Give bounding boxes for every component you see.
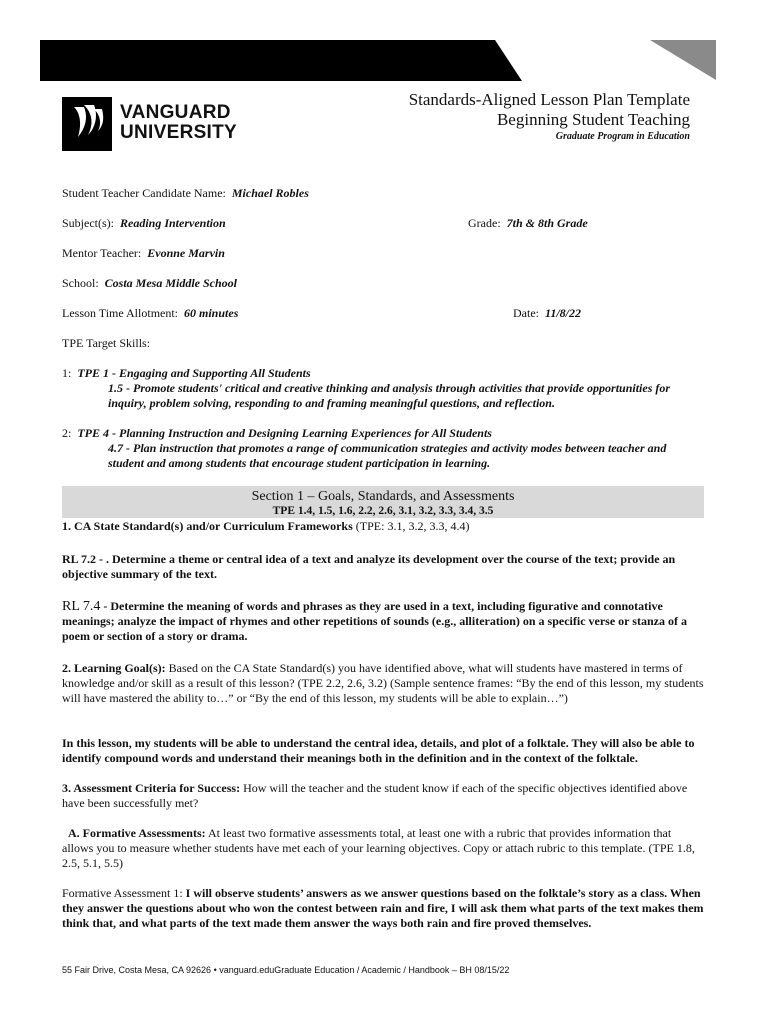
- tpe-2-title: TPE 4 - Planning Instruction and Designing Learning Experiences for All Students: [77, 426, 492, 440]
- tpe-target-label: TPE Target Skills:: [62, 336, 151, 350]
- rl-7-4-text: - Determine the meaning of words and phrases as they are used in a text, including figurative and connotative meanings; analyze the impact of rhymes and other repetitions of sounds (e.g., alliteration) on a specific verse or stanza of a poem or section of a story or drama.: [62, 599, 687, 643]
- formative-assessment-1-text: I will observe students’ answers as we answer questions based on the folktale’s story as a class. When they answer the questions about who won the contest between rain and fire, I will ask them what parts of the text makes them think that, and what parts of the text made them answer the ways both rain and fire proved themselves.: [62, 886, 704, 930]
- school-field: [62, 276, 237, 291]
- section-1-title: Section 1 – Goals, Standards, and Assessments: [251, 489, 515, 504]
- subject-field: [62, 216, 226, 231]
- document-header: [409, 90, 690, 144]
- candidate-value: Michael Robles: [231, 186, 309, 200]
- formative-assessment-1: [62, 886, 704, 931]
- standards-question-tpe: (TPE: 3.1, 3.2, 3.3, 4.4): [352, 519, 470, 533]
- date-field: [513, 306, 581, 321]
- rl-7-4-code: RL 7.4: [62, 599, 101, 614]
- school-value: Costa Mesa Middle School: [104, 276, 238, 290]
- tpe-2-description: 4.7 - Plan instruction that promotes a range of communication strategies and activity modes between teacher and student and among students that encourage student participation in learning.: [108, 441, 667, 470]
- learning-goals-label: 2. Learning Goal(s):: [62, 661, 166, 675]
- time-label: Lesson Time Allotment:: [62, 306, 179, 320]
- document-subtitle: Beginning Student Teaching: [496, 110, 690, 129]
- mentor-field: [62, 246, 225, 261]
- mentor-value: Evonne Marvin: [147, 246, 225, 260]
- grade-field: [468, 216, 588, 231]
- formative-assessments-prompt: At least two formative assessments total, at least one with a rubric that provides information that allows you to measure whether students have met each of your learning objectives. Copy or attach rubric to this template. (TPE 1.8, 2.5, 5.1, 5.5): [62, 826, 695, 870]
- standard-rl-7-4: [62, 599, 704, 644]
- mentor-label: Mentor Teacher:: [62, 246, 142, 260]
- standard-rl-7-2: RL 7.2 - . Determine a theme or central idea of a text and analyze its development over the course of the text; provide an objective summary of the text.: [62, 552, 676, 581]
- tpe-1-title: TPE 1 - Engaging and Supporting All Students: [77, 366, 311, 380]
- school-label: School:: [62, 276, 99, 290]
- learning-goals-question: [62, 661, 704, 706]
- subject-value: Reading Intervention: [120, 216, 226, 230]
- section-1-header: [62, 486, 704, 518]
- time-value: 60 minutes: [184, 306, 239, 320]
- date-label: Date:: [513, 306, 539, 320]
- assessment-criteria-question: [62, 781, 704, 811]
- assessment-criteria-label: 3. Assessment Criteria for Success:: [62, 781, 241, 795]
- program-name: Graduate Program in Education: [555, 131, 690, 142]
- learning-goal-answer: In this lesson, my students will be able to understand the central idea, details, and plot of a folktale. They will also be able to identify compound words and understand their meanings both in the definition and in the context of the folktale.: [62, 736, 695, 765]
- tpe-1-description: 1.5 - Promote students' critical and creative thinking and analysis through activities that provide opportunities for inquiry, problem solving, responding to and framing meaningful questions, and reflection.: [108, 381, 671, 410]
- time-allotment-field: [62, 306, 238, 321]
- university-logo: [62, 97, 240, 151]
- tpe-1-number: 1:: [62, 366, 72, 380]
- candidate-name-field: [62, 186, 309, 201]
- header-black-bar: [40, 40, 522, 81]
- subject-label: Subject(s):: [62, 216, 114, 230]
- tpe-2-number: 2:: [62, 426, 72, 440]
- formative-assessment-1-label: Formative Assessment 1:: [62, 886, 183, 900]
- grade-label: Grade:: [468, 216, 501, 230]
- logo-line-2: UNIVERSITY: [120, 122, 238, 143]
- page-footer: 55 Fair Drive, Costa Mesa, CA 92626 • vanguard.eduGraduate Education / Academic / Handbook – BH 08/15/22: [62, 965, 510, 975]
- tpe-item-2: [62, 426, 704, 471]
- learning-goals-prompt: Based on the CA State Standard(s) you have identified above, what will students have mastered in terms of knowledge and/or skill as a result of this lesson? (TPE 2.2, 2.6, 3.2) (Sample sentence frames: “By the end of this lesson, my students will have mastered the ability to…” or “By the end of this lesson, my students will be able to explain…”): [62, 661, 704, 705]
- tpe-item-1: [62, 366, 704, 411]
- date-value: 11/8/22: [545, 306, 582, 320]
- standards-question: [62, 519, 704, 534]
- logo-mark-icon: [62, 97, 112, 151]
- document-title: Standards-Aligned Lesson Plan Template: [408, 90, 690, 109]
- header-gray-triangle: [650, 40, 716, 80]
- logo-wordmark: [120, 103, 237, 143]
- logo-line-1: VANGUARD: [120, 102, 231, 123]
- section-1-tpe-list: TPE 1.4, 1.5, 1.6, 2.2, 2.6, 3.1, 3.2, 3.3, 3.4, 3.5: [272, 505, 494, 517]
- formative-assessments-label: A. Formative Assessments:: [68, 826, 206, 840]
- assessment-criteria-prompt: How will the teacher and the student know if each of the specific objectives identified above have been successfully met?: [62, 781, 688, 810]
- formative-assessments-question: [62, 826, 704, 871]
- grade-value: 7th & 8th Grade: [506, 216, 588, 230]
- standards-question-label: 1. CA State Standard(s) and/or Curriculum Frameworks: [62, 519, 353, 533]
- candidate-label: Student Teacher Candidate Name:: [62, 186, 226, 200]
